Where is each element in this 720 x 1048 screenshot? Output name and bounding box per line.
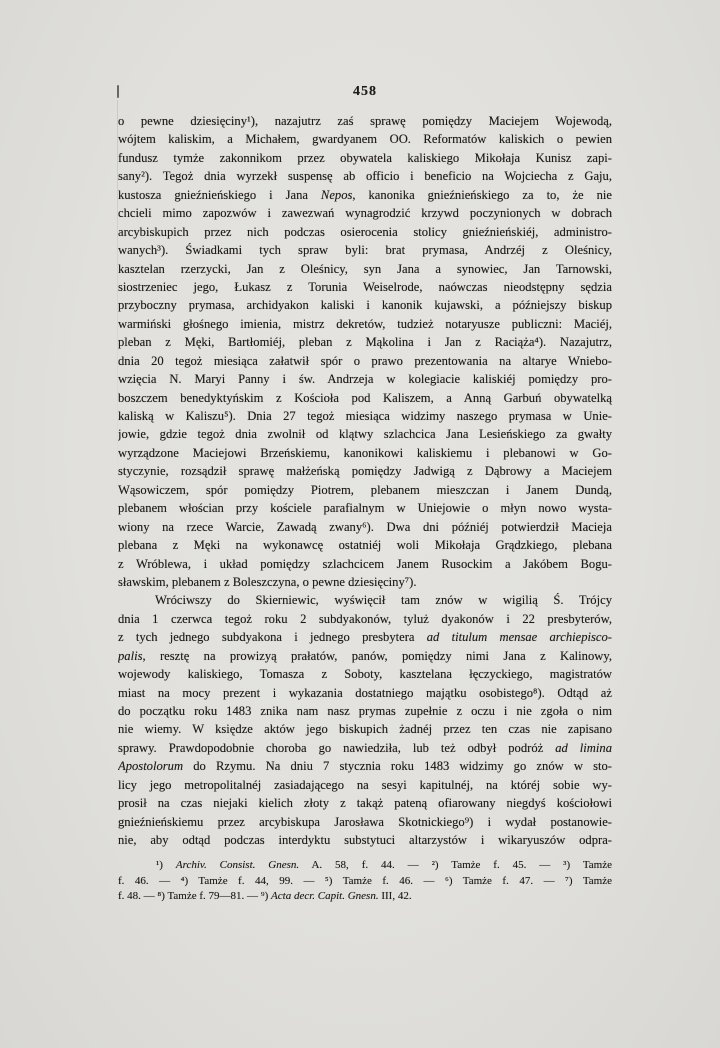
text-line: gnieźnieńskiemu przez arcybiskupa Jarosława Skotnickiego⁹) i wydał postanowie- xyxy=(118,814,612,829)
text-line: sany²). Tegoż dnia wyrzekł suspensę ab officio i beneficio na Wojciecha z Gaju, xyxy=(118,169,612,184)
text-line: warmiński głośnego imienia, mistrz dekretów, tudzież notaryusze publiczni: Maciéj, xyxy=(118,316,612,331)
page-number: 458 xyxy=(353,84,377,99)
text-line: dnia 1 czerwca tegoż roku 2 subdyakonów, tyluż dyakonów i 22 presbyterów, xyxy=(118,611,612,626)
text-line: pleban z Męki, Bartłomiéj, pleban z Mąkolina i Jan z Raciąża⁴). Nazajutrz, xyxy=(118,335,612,350)
text-line: wzięcia N. Maryi Panny i św. Andrzeja w kolegiacie kaliskiéj pomiędzy pro- xyxy=(118,372,612,387)
footnote-line: f. 48. — ⁸) Tamże f. 79—81. — ⁹) Acta decr. Capit. Gnesn. III, 42. xyxy=(118,890,412,903)
footnote-line: ¹) Archiv. Consist. Gnesn. A. 58, f. 44. — ²) Tamże f. 45. — ³) Tamże xyxy=(156,859,612,871)
text-line: arcybiskupich przez nich podczas osierocenia stolicy gnieźnieńskiéj, administro- xyxy=(118,224,612,239)
text-line: dnia 20 tegoż miesiąca załatwił spór o prawo prezentowania na altarye Wniebo- xyxy=(118,353,612,368)
text-line: fundusz tymże zakonnikom przez obywatela kaliskiego Mikołaja Kunisz zapi- xyxy=(118,150,612,165)
text-line: nie wiemy. W księdze aktów jego biskupich żadnéj przez ten czas nie zapisano xyxy=(118,722,612,737)
text-line: siostrzeniec jego, Łukasz z Torunia Weiselrode, naówczas nieodstępny sędzia xyxy=(118,279,612,294)
text-line: przyboczny prymasa, archidyakon kaliski i kanonik kujawski, a późniejszy biskup xyxy=(118,298,612,313)
text-line: kaliską w Kaliszu⁵). Dnia 27 tegoż miesiąca widzimy naszego prymasa w Unie- xyxy=(118,409,612,423)
text-line: styczynie, rozsądził sprawę małżeńską pomiędzy Jadwigą z Dąbrowy a Maciejem xyxy=(118,464,612,479)
footnotes xyxy=(118,858,612,905)
text-line: Wróciwszy do Skierniewic, wyświęcił tam znów w wigilią Ś. Trójcy xyxy=(155,593,612,608)
text-line: plebana z Męki na wykonawcę ostatniéj woli Mikołaja Grądzkiego, plebana xyxy=(118,538,612,553)
text-line: z Wróblewa, i układ pomiędzy szlachcicem Janem Rusockim a Jakóbem Bogu- xyxy=(118,556,612,571)
text-line: sprawy. Prawdopodobnie choroba go nawiedziła, lub też odbył podróż ad limina xyxy=(118,740,612,755)
text-line: boszczem benedyktyńskim z Kościoła pod Kaliszem, a Anną Garbuń obywatelką xyxy=(118,390,612,405)
text-line: Apostolorum do Rzymu. Na dniu 7 stycznia roku 1483 widzimy go znów w sto- xyxy=(118,759,612,774)
text-line: palis, resztę na prowizyą prałatów, panów, pomiędzy nimi Jana z Kalinowy, xyxy=(118,648,612,663)
text-line: prosił na czas niejaki kielich złoty z takąż pateną ofiarowany niegdyś kościołowi xyxy=(118,796,612,811)
text-line: z tych jednego subdyakona i jednego presbytera ad titulum mensae archiepisco- xyxy=(118,630,612,645)
text-line: miast na mocy prezent i wykazania dostatniego majątku osobistego⁸). Odtąd aż xyxy=(118,685,612,700)
body-text xyxy=(118,112,612,850)
text-line: wójtem kaliskim, a Michałem, gwardyanem OO. Reformatów kaliskich o pewien xyxy=(118,132,612,147)
text-line: Wąsowiczem, spór pomiędzy Piotrem, plebanem mieszczan i Janem Dundą, xyxy=(118,482,612,497)
text-line: wojewody kaliskiego, Tomasza z Soboty, kasztelana łęczyckiego, magistratów xyxy=(118,667,612,682)
text-line: wanych³). Świadkami tych spraw byli: brat prymasa, Andrzéj z Oleśnicy, xyxy=(118,243,612,258)
text-line: nie, aby odtąd podczas interdyktu substytuci altarzystów i wikaryuszów odpra- xyxy=(118,833,612,848)
text-line: wyrządzone Maciejowi Brzeńskiemu, kanonikowi kaliskiemu i plebanowi w Go- xyxy=(118,445,612,460)
text-line: kustosza gnieźnieńskiego i Jana Nepos, kanonika gnieźnieńskiego za to, że nie xyxy=(118,187,612,202)
text-line: licy jego metropolitalnéj zasiadającego na sesyi kapitulnéj, na któréj sobie wy- xyxy=(118,777,612,792)
text-line: kasztelan rzerzycki, Jan z Oleśnicy, syn Jana a synowiec, Jan Tarnowski, xyxy=(118,261,612,276)
text-line: o pewne dziesięciny¹), nazajutrz zaś sprawę pomiędzy Maciejem Wojewodą, xyxy=(118,114,612,128)
text-line: jowie, gdzie tegoż dnia zwolnił od klątwy szlachcica Jana Lesieńskiego za gwałty xyxy=(118,427,612,442)
footnote-line: f. 46. — ⁴) Tamże f. 44, 99. — ⁵) Tamże f. 46. — ⁶) Tamże f. 47. — ⁷) Tamże xyxy=(118,874,612,887)
text-line: chcieli mimo zapozwów i zawezwań wynagrodzić krzywd poczynionych w dobrach xyxy=(118,206,612,221)
text-line: plebanem włościan przy kościele parafialnym w Uniejowie o młyn nowo wysta- xyxy=(118,501,612,516)
text-line: wiony na rzece Warcie, Zawadą zwany⁶). Dwa dni późniéj potwierdził Macieja xyxy=(118,519,612,534)
text-line: sławskim, plebanem z Boleszczyna, o pewne dziesięciny⁷). xyxy=(118,574,417,589)
text-line: do początku roku 1483 znika nam nasz prymas zupełnie z oczu i nie zgoła o nim xyxy=(118,704,612,718)
